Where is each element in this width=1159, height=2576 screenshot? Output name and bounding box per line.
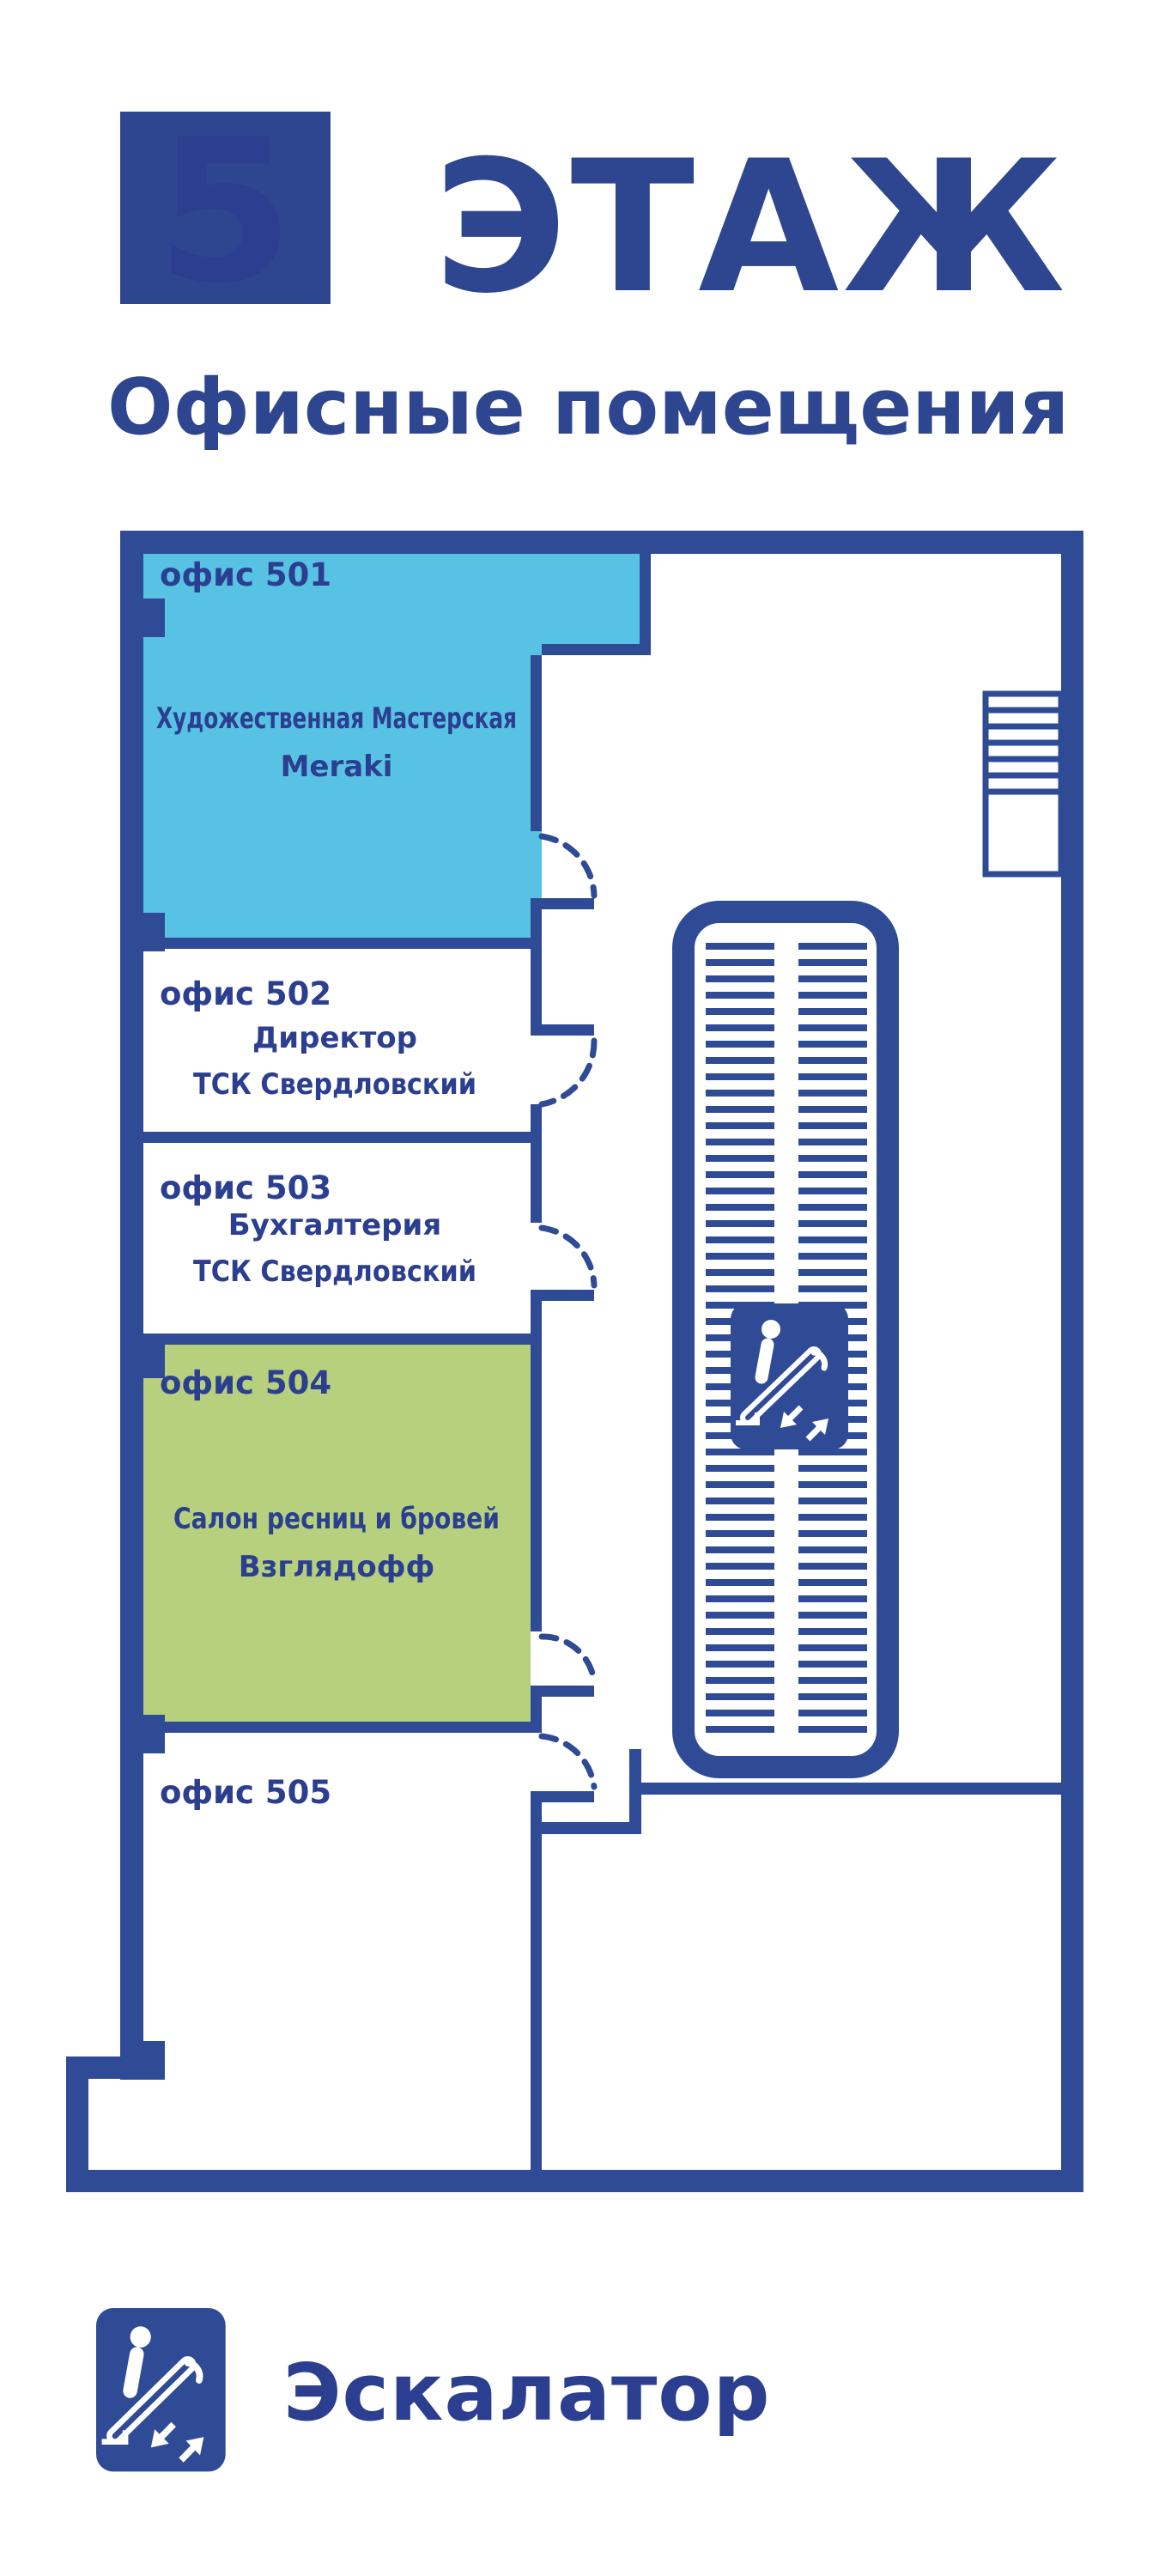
office-502-label: офис 502	[160, 975, 332, 1012]
page-subtitle: Офисные помещения	[107, 362, 1070, 453]
door-swing-arc-505	[542, 1736, 594, 1787]
door-leaf-503	[531, 1290, 594, 1301]
office-501-label: офис 501	[160, 556, 332, 593]
legend	[96, 2308, 770, 2471]
office-503-tenant-line2: ТСК Свердловский	[193, 1255, 476, 1289]
floor-word: ЭТАЖ	[434, 121, 1069, 333]
escalator-shaft	[683, 912, 888, 1767]
office-501-tenant-line1: Художественная Мастерская	[156, 702, 517, 736]
door-swing-arc-501	[542, 836, 594, 896]
door-leaf-504	[531, 1686, 594, 1697]
office-501-tenant-line2: Meraki	[280, 750, 393, 784]
legend-escalator-label: Эскалатор	[283, 2347, 771, 2439]
stairs-steps-icon	[986, 694, 1061, 874]
door-leaf-502	[531, 1024, 594, 1036]
wall-501-extension	[640, 554, 651, 654]
door-swing-arc-504	[542, 1637, 594, 1681]
door-swing-arcs	[542, 836, 594, 1787]
office-503-tenant-line1: Бухгалтерия	[228, 1208, 442, 1242]
legend-escalator-icon	[96, 2308, 226, 2471]
header	[107, 98, 1069, 453]
office-502-tenant-line1: Директор	[252, 1021, 417, 1055]
wall-501-step	[542, 644, 651, 655]
office-504-label: офис 504	[160, 1364, 332, 1401]
floor-number: 5	[155, 98, 294, 327]
office-503-label: офис 503	[160, 1170, 332, 1206]
office-505-label: офис 505	[160, 1774, 332, 1811]
door-swing-arc-502	[542, 1041, 594, 1104]
door-swing-arc-503	[542, 1228, 594, 1285]
escalator-icon	[731, 1303, 848, 1449]
office-501-room	[143, 554, 640, 938]
office-504-tenant-line1: Салон ресниц и бровей	[173, 1502, 500, 1536]
office-504-tenant-line2: Взглядофф	[238, 1550, 435, 1584]
office-502-tenant-line2: ТСК Свердловский	[193, 1067, 476, 1102]
door-leaf-501	[531, 898, 594, 909]
door-leaf-505	[531, 1791, 594, 1802]
floor-plan	[66, 531, 1083, 2192]
